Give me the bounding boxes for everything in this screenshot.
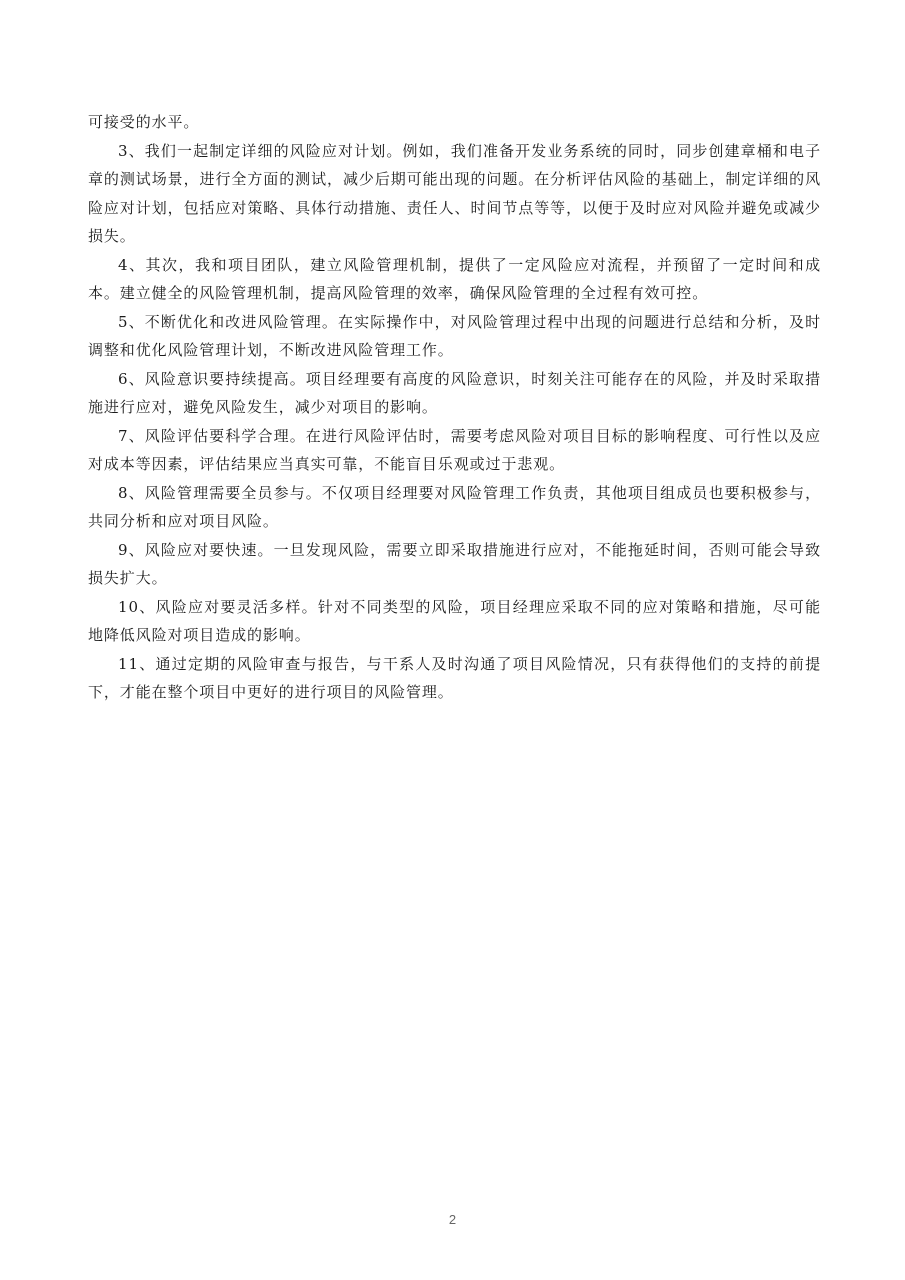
paragraph-item-10: 10、风险应对要灵活多样。针对不同类型的风险，项目经理应采取不同的应对策略和措施，尽可能地降低风险对项目造成的影响。	[88, 597, 821, 644]
paragraph-item-4: 4、其次，我和项目团队，建立风险管理机制，提供了一定风险应对流程，并预留了一定时间和成本。建立健全的风险管理机制，提高风险管理的效率，确保风险管理的全过程有效可控。	[88, 255, 821, 302]
paragraph-item-3: 3、我们一起制定详细的风险应对计划。例如，我们准备开发业务系统的同时，同步创建章桶和电子章的测试场景，进行全方面的测试，减少后期可能出现的问题。在分析评估风险的基础上，制定详细的风险应对计划，包括应对策略、具体行动措施、责任人、时间节点等等，以便于及时应对风险并避免或减少损失。	[88, 141, 821, 245]
paragraph-item-7: 7、风险评估要科学合理。在进行风险评估时，需要考虑风险对项目目标的影响程度、可行性以及应对成本等因素，评估结果应当真实可靠，不能盲目乐观或过于悲观。	[88, 426, 821, 473]
paragraph-item-5: 5、不断优化和改进风险管理。在实际操作中，对风险管理过程中出现的问题进行总结和分析，及时调整和优化风险管理计划，不断改进风险管理工作。	[88, 312, 821, 359]
paragraph-item-6: 6、风险意识要持续提高。项目经理要有高度的风险意识，时刻关注可能存在的风险，并及时采取措施进行应对，避免风险发生，减少对项目的影响。	[88, 369, 821, 416]
paragraph-item-11: 11、通过定期的风险审查与报告，与干系人及时沟通了项目风险情况，只有获得他们的支持的前提下，才能在整个项目中更好的进行项目的风险管理。	[88, 654, 821, 701]
paragraph-item-9: 9、风险应对要快速。一旦发现风险，需要立即采取措施进行应对，不能拖延时间，否则可能会导致损失扩大。	[88, 540, 821, 587]
document-body	[88, 108, 821, 707]
page-number: 2	[448, 1212, 457, 1227]
paragraph-item-8: 8、风险管理需要全员参与。不仅项目经理要对风险管理工作负责，其他项目组成员也要积极参与，共同分析和应对项目风险。	[88, 483, 821, 530]
paragraph-continuation: 可接受的水平。	[88, 113, 200, 131]
